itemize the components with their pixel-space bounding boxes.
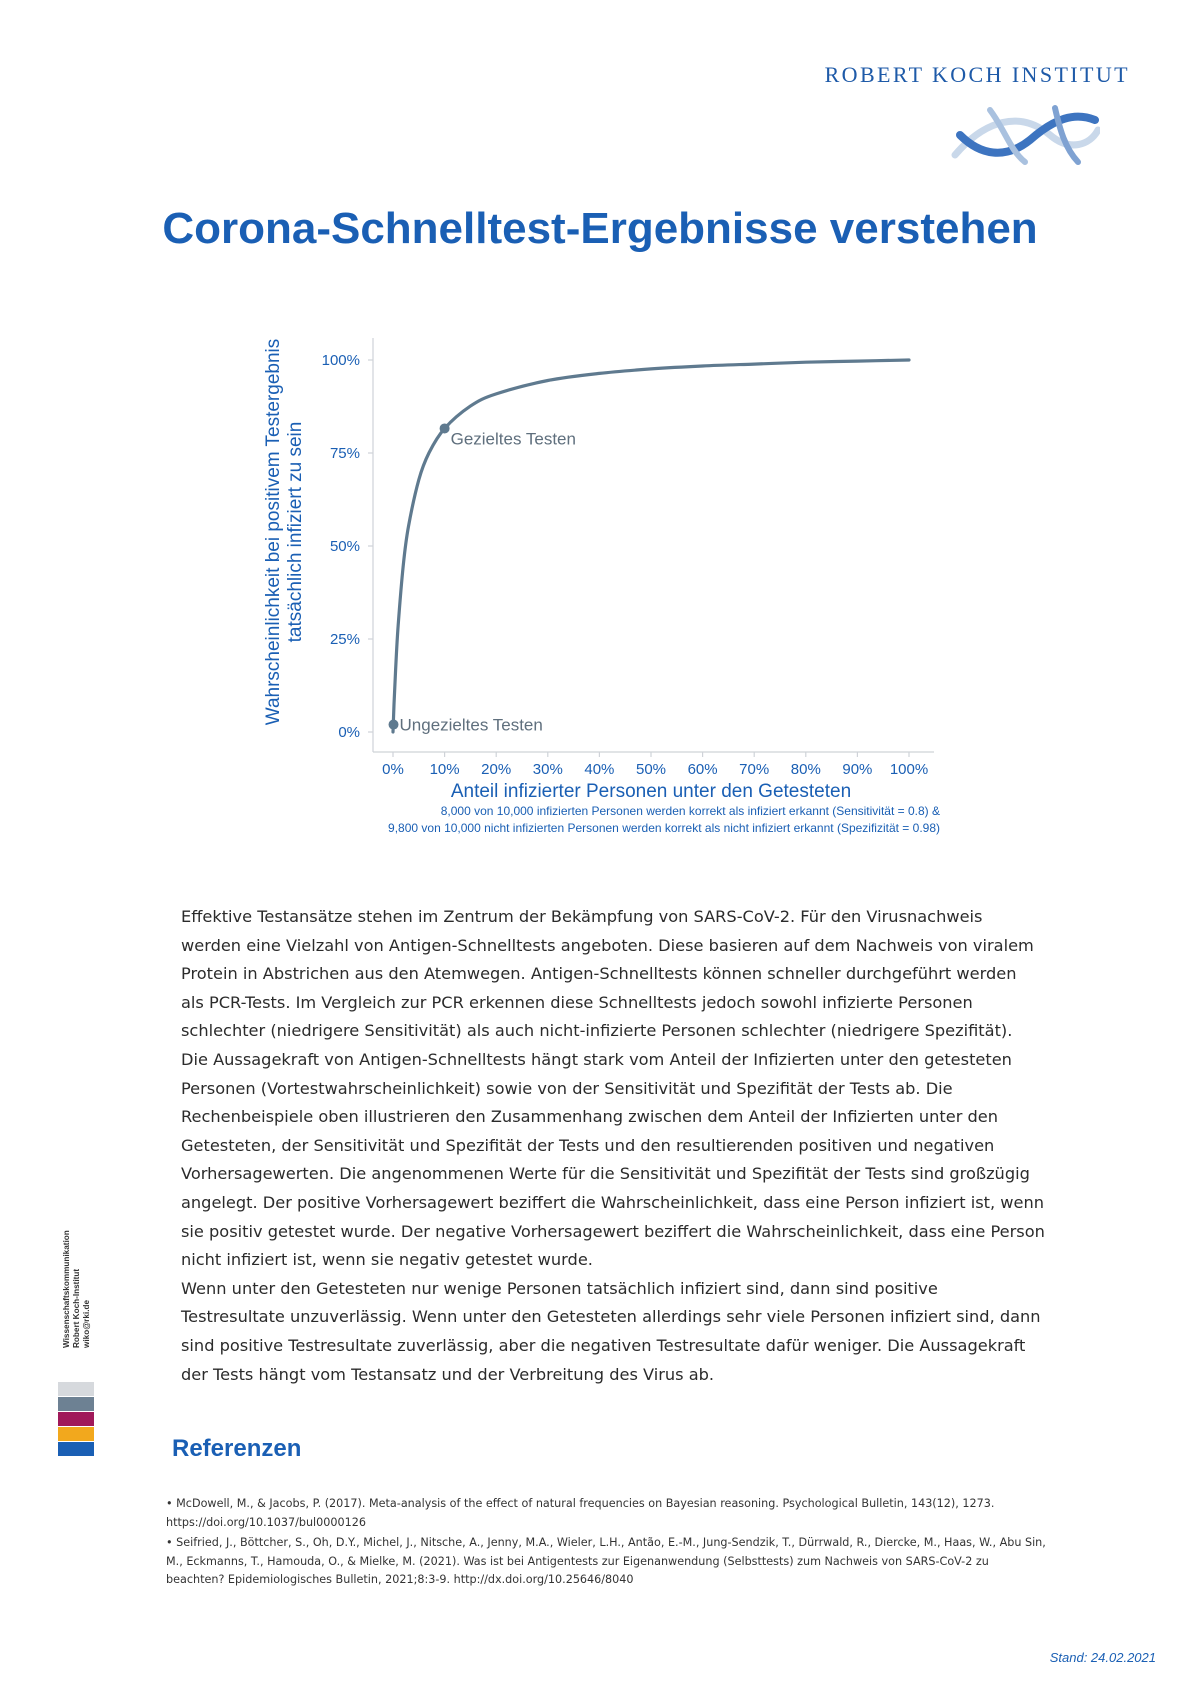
- data-point: [389, 720, 399, 730]
- point-label: Gezieltes Testen: [450, 429, 576, 449]
- rki-logo: [755, 62, 1130, 172]
- body-line: Effektive Testansätze stehen im Zentrum der Bekämpfung von SARS-CoV-2. Für den Virusnachweis: [181, 907, 983, 926]
- chart-note-line-2: 9,800 von 10,000 nicht infizierten Personen werden korrekt als nicht infiziert erkannt (Spezifizität = 0.98): [388, 821, 940, 835]
- body-line: Rechenbeispiele oben illustrieren den Zusammenhang zwischen dem Anteil der Infizierten unter den: [181, 1107, 998, 1127]
- body-line: sind positive Testresultate zuverlässig, aber die negativen Testresultate dafür weniger. Die Aussagekraft: [181, 1335, 1026, 1355]
- y-tick-label: 50%: [329, 538, 360, 555]
- color-bar: [58, 1412, 94, 1426]
- body-line: Die Aussagekraft von Antigen-Schnelltests hängt stark vom Anteil der Infizierten unter den getesteten: [181, 1049, 1012, 1069]
- date-stamp: Stand: 24.02.2021: [1049, 1650, 1156, 1665]
- y-tick-label: 0%: [338, 724, 360, 741]
- x-tick-label: 60%: [687, 761, 718, 778]
- color-bar: [58, 1427, 94, 1441]
- y-tick-label: 75%: [329, 445, 360, 462]
- body-line: nicht infiziert ist, wenn sie negativ getestet wurde.: [181, 1250, 593, 1270]
- body-line: als PCR-Tests. Im Vergleich zur PCR erkennen diese Schnelltests jedoch sowohl infizierte Personen: [181, 992, 973, 1012]
- body-line: sie positiv getestet wurde. Der negative Vorhersagewert beziffert die Wahrscheinlichkeit, dass eine Person: [181, 1221, 1045, 1241]
- body-line: angelegt. Der positive Vorhersagewert beziffert die Wahrscheinlichkeit, dass eine Person infiziert ist, wenn: [181, 1192, 1044, 1212]
- body-line: Protein in Abstrichen aus den Atemwegen. Antigen-Schnelltests können schneller durchgeführt werden: [181, 964, 1017, 984]
- sidebar-contact: [62, 1188, 92, 1348]
- x-tick-label: 10%: [429, 761, 460, 778]
- chart-note-line-1: 8,000 von 10,000 infizierten Personen werden korrekt als infiziert erkannt (Sensitivität = 0.8) &: [440, 804, 940, 818]
- body-line: Getesteten, der Sensitivität und Spezifität der Tests und den resultierenden positiven und negativen: [181, 1135, 995, 1155]
- body-paragraph: [181, 903, 1081, 1389]
- probability-line-chart: [0, 320, 1200, 840]
- x-tick-label: 80%: [790, 761, 821, 778]
- body-line: schlechter (niedrigere Sensitivität) als auch nicht-infizierte Personen schlechter (niedrigere Spezifität).: [181, 1021, 1013, 1041]
- series-line: [393, 360, 909, 732]
- y-tick-label: 25%: [329, 631, 360, 648]
- x-tick-label: 30%: [532, 761, 563, 778]
- logo-text: ROBERT KOCH INSTITUT: [824, 62, 1130, 87]
- x-axis-label: Anteil infizierter Personen unter den Getesteten: [450, 781, 852, 802]
- color-bar: [58, 1397, 94, 1411]
- x-tick-label: 100%: [889, 761, 929, 778]
- page-title: Corona-Schnelltest-Ergebnisse verstehen: [162, 204, 1038, 253]
- x-tick-label: 0%: [382, 761, 404, 778]
- references-list: [166, 1495, 1046, 1592]
- body-line: Testresultate unzuverlässig. Wenn unter den Getesteten allerdings sehr viele Personen infiziert sind, dann: [181, 1307, 1041, 1327]
- sidebar-department: Wissenschaftskommunikation: [62, 1230, 71, 1348]
- point-label: Ungezieltes Testen: [399, 715, 543, 735]
- x-tick-label: 90%: [842, 761, 873, 778]
- x-tick-label: 70%: [739, 761, 770, 778]
- chart-axes: [373, 338, 934, 752]
- reference-item: • McDowell, M., & Jacobs, P. (2017). Meta-analysis of the effect of natural frequencies on Bayesian reasoning. Psychological Bulletin, 143(12), 1273. https://doi.org/10.1037/bul0000126: [166, 1497, 995, 1529]
- x-tick-label: 20%: [481, 761, 512, 778]
- body-line: werden eine Vielzahl von Antigen-Schnelltests angeboten. Diese basieren auf dem Nachweis von viralem: [181, 935, 1034, 955]
- y-tick-label: 100%: [321, 352, 360, 369]
- body-line: Wenn unter den Getesteten nur wenige Personen tatsächlich infiziert sind, dann sind positive: [181, 1278, 938, 1298]
- chart-points: [389, 423, 450, 729]
- color-bar: [58, 1382, 94, 1396]
- x-tick-label: 50%: [635, 761, 667, 778]
- data-point: [440, 423, 450, 433]
- color-bar: [58, 1442, 94, 1456]
- sidebar-institute: Robert Koch-Institut: [72, 1268, 81, 1348]
- x-tick-label: 40%: [584, 761, 615, 778]
- body-line: Personen (Vortestwahrscheinlichkeit) sowie von der Sensitivität und Spezifität der Tests ab. Die: [181, 1078, 953, 1098]
- body-line: Vorhersagewerten. Die angenommenen Werte für die Sensitivität und Spezifität der Tests sind großzügig: [181, 1164, 1030, 1184]
- y-axis-label: Wahrscheinlichkeit bei positivem Testergebnis: [263, 338, 284, 726]
- references-heading: Referenzen: [172, 1435, 302, 1462]
- sidebar-email: wiko@rki.de: [82, 1299, 91, 1348]
- chart-ticks: [322, 352, 929, 778]
- reference-item: • Seifried, J., Böttcher, S., Oh, D.Y., Michel, J., Nitsche, A., Jenny, M.A., Wieler, L.H., Antão, E.-M., Jung-Sendzik, T., Dürrwald, R., Diercke, M., Haas, W., Abu Sin, M., Eckmanns, T., Hamouda, O., & Mielke, M. (2021). Was ist bei Antigentests zur Eigenanwendung (Selbsttests) zum Nachweis von SARS-CoV-2 zu beachten? Epidemiologisches Bulletin, 2021;8:3-9. http://dx.doi.org/10.25646/8040: [166, 1536, 1046, 1586]
- body-line: der Tests hängt vom Testansatz und der Verbreitung des Virus ab.: [181, 1364, 715, 1384]
- helix-logo-icon: [950, 100, 1100, 170]
- y-axis-label: tatsächlich infiziert zu sein: [285, 421, 306, 643]
- chart-series: [393, 360, 909, 732]
